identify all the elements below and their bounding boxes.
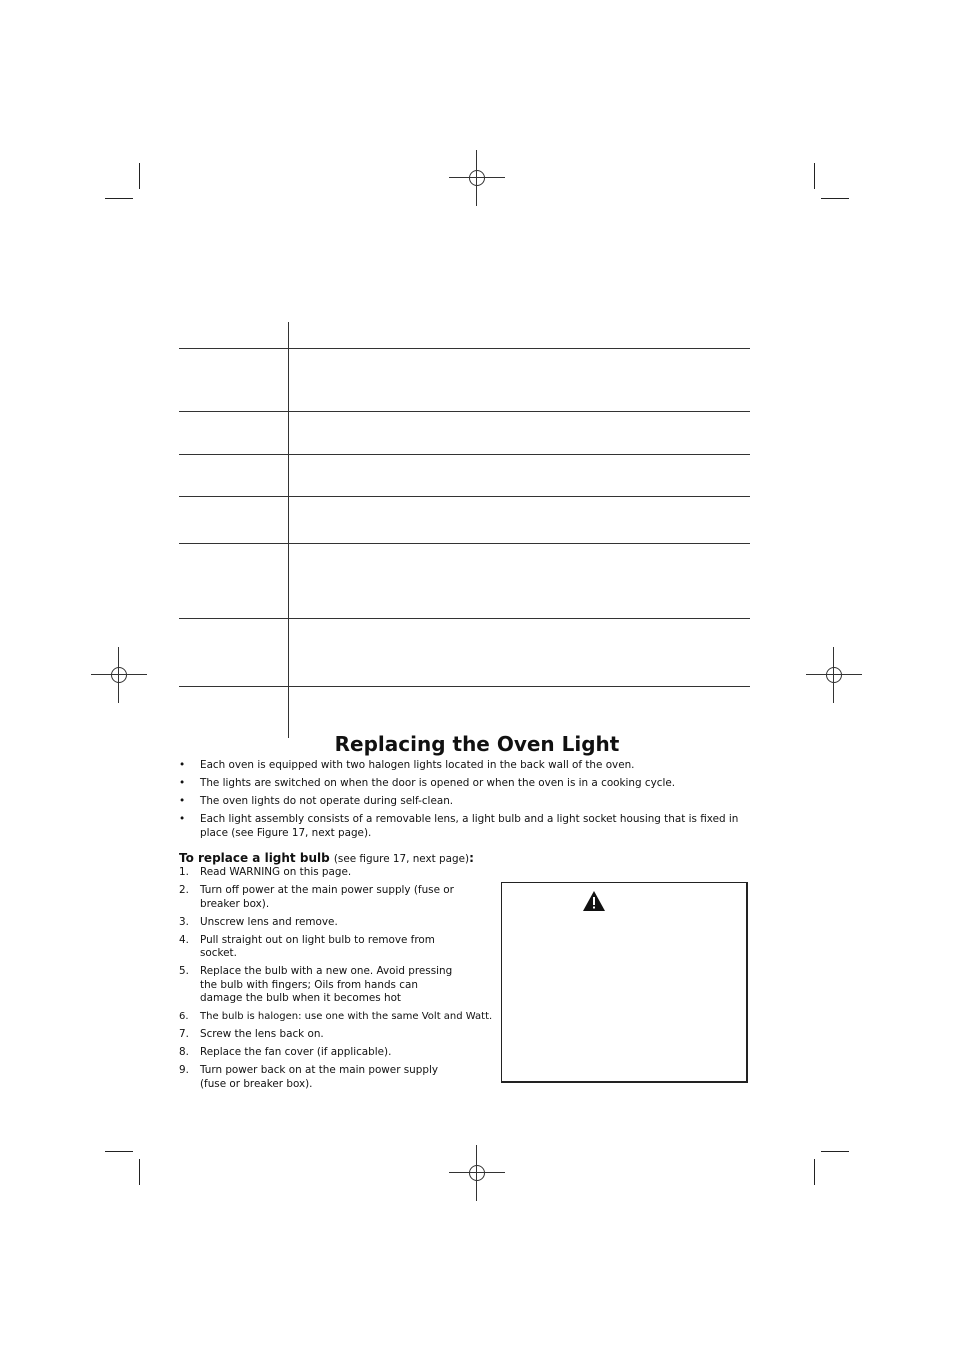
registration-mark-top — [449, 150, 505, 206]
step-number: 8. — [179, 1046, 189, 1058]
step-text: Replace the bulb with a new one. Avoid pressing the bulb with fingers; Oils from hands can damage the bulb when it becomes hot — [200, 965, 453, 1004]
step-number: 6. — [179, 1011, 189, 1022]
step-text: Turn power back on at the main power supply (fuse or breaker box). — [200, 1064, 438, 1090]
bullet-icon: • — [179, 777, 186, 789]
crop-mark-top-left-h — [105, 198, 133, 199]
procedure-heading-text: To replace a light bulb — [179, 851, 330, 865]
bullet-text: Each oven is equipped with two halogen lights located in the back wall of the oven. — [200, 759, 635, 771]
step-number: 9. — [179, 1064, 189, 1076]
list-item — [179, 813, 754, 840]
step-text: Screw the lens back on. — [200, 1028, 324, 1040]
crop-mark-bottom-left-h — [105, 1151, 133, 1152]
step-item — [179, 934, 455, 961]
procedure-heading-note: (see figure 17, next page) — [333, 853, 470, 865]
crop-mark-bottom-left-v — [139, 1159, 140, 1185]
procedure-heading — [179, 851, 474, 865]
bullet-text: Each light assembly consists of a removable lens, a light bulb and a light socket housing that is fixed in place (see Figure 17, next page). — [200, 813, 739, 839]
step-text: Pull straight out on light bulb to remove from socket. — [200, 933, 435, 959]
step-number: 7. — [179, 1028, 189, 1040]
table-row-rule — [179, 454, 750, 455]
table-row-rule — [179, 348, 750, 349]
step-text: Turn off power at the main power supply (fuse or breaker box). — [200, 884, 454, 910]
step-item — [179, 916, 499, 930]
table-column-divider — [288, 322, 289, 738]
table-row-rule — [179, 686, 750, 687]
crop-mark-top-left-v — [139, 163, 140, 189]
bullet-icon: • — [179, 795, 186, 807]
list-item — [179, 777, 754, 791]
step-number: 2. — [179, 884, 189, 896]
warning-box — [501, 882, 748, 1083]
step-item — [179, 1064, 445, 1091]
step-item — [179, 965, 462, 1006]
step-text: Unscrew lens and remove. — [200, 915, 338, 928]
step-item — [179, 1010, 499, 1024]
step-item — [179, 1046, 499, 1060]
table-row-rule — [179, 496, 750, 497]
registration-mark-bottom — [449, 1145, 505, 1201]
procedure-heading-colon: : — [469, 851, 474, 865]
bullet-icon: • — [179, 759, 186, 771]
procedure-steps — [179, 866, 499, 1096]
section-title: Replacing the Oven Light — [334, 732, 620, 756]
table-row-rule — [179, 411, 750, 412]
step-text: The bulb is halogen: use one with the same Volt and Watt. — [200, 1011, 493, 1022]
bullet-text: The lights are switched on when the door is opened or when the oven is in a cooking cycle. — [200, 777, 676, 789]
crop-mark-bottom-right-h — [821, 1151, 849, 1152]
bullet-icon: • — [179, 813, 186, 825]
registration-mark-left — [91, 647, 147, 703]
crop-mark-bottom-right-v — [814, 1159, 815, 1185]
list-item — [179, 795, 754, 809]
warning-triangle-icon — [582, 890, 606, 912]
crop-mark-top-right-v — [814, 163, 815, 189]
table-row-rule — [179, 543, 750, 544]
step-item — [179, 1028, 499, 1042]
step-number: 1. — [179, 866, 189, 878]
step-number: 5. — [179, 965, 189, 977]
list-item — [179, 759, 754, 773]
table-row-rule — [179, 618, 750, 619]
step-text: Replace the fan cover (if applicable). — [200, 1046, 392, 1058]
step-item — [179, 866, 499, 880]
bullet-text: The oven lights do not operate during self-clean. — [200, 795, 454, 807]
step-number: 4. — [179, 933, 189, 946]
step-item — [179, 884, 455, 911]
step-text: Read WARNING on this page. — [200, 866, 352, 878]
bullet-list — [179, 759, 754, 845]
registration-mark-right — [806, 647, 862, 703]
step-number: 3. — [179, 915, 189, 928]
crop-mark-top-right-h — [821, 198, 849, 199]
